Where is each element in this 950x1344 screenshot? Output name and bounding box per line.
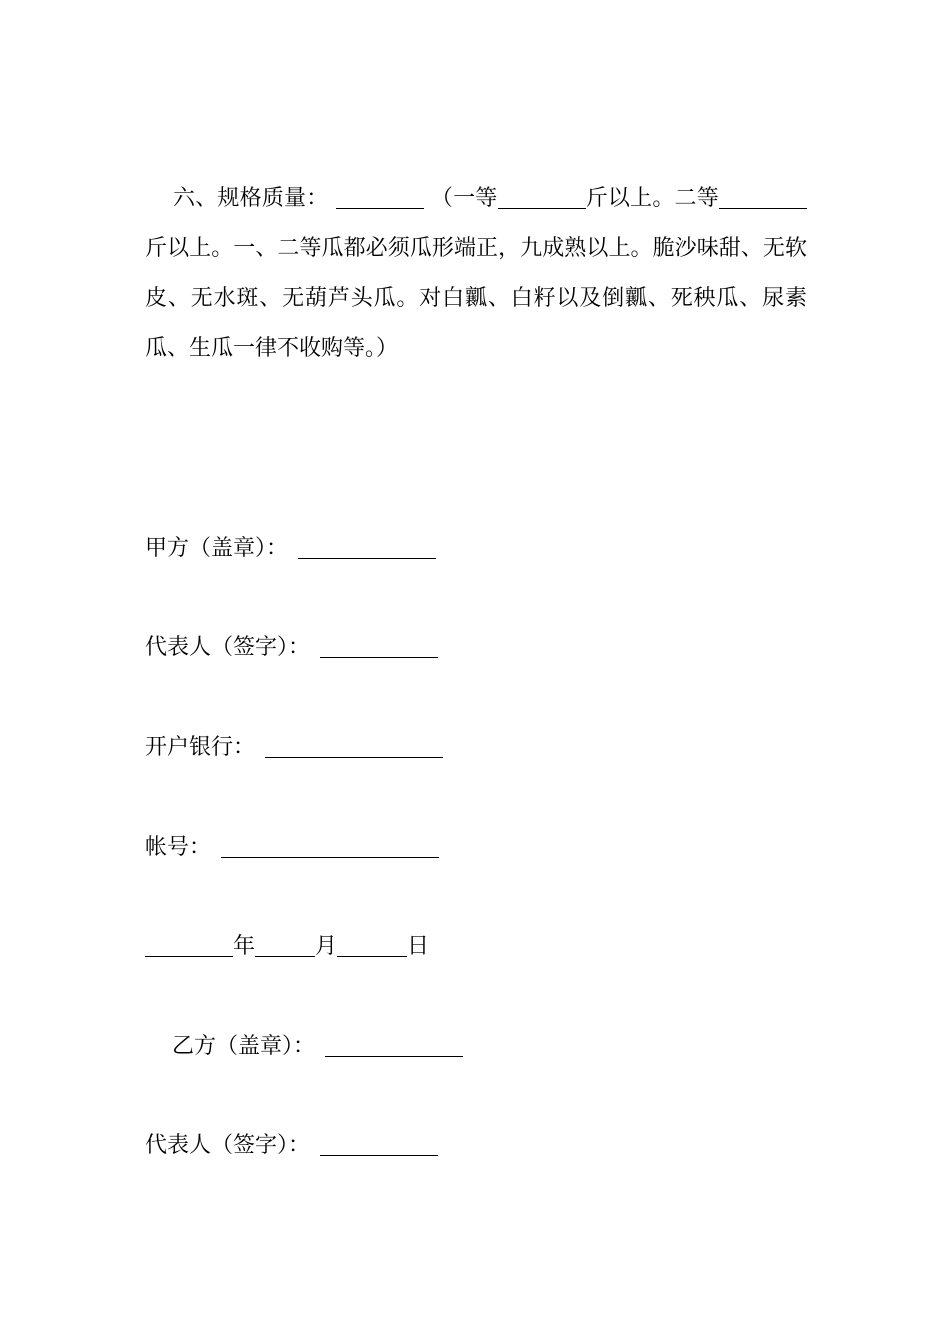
month-label: 月: [315, 934, 338, 959]
party-a-bank-line: [145, 733, 443, 763]
date-line: [145, 932, 429, 962]
first-grade-weight-blank[interactable]: [498, 186, 586, 209]
party-a-account-label: 帐号：: [145, 835, 212, 860]
party-b-rep-label: 代表人（签字）：: [145, 1133, 311, 1158]
article-6-paragraph: [145, 174, 807, 374]
party-a-rep-label: 代表人（签字）：: [145, 635, 311, 660]
party-a-seal-label: 甲方（盖章）：: [145, 536, 289, 561]
party-a-account-line: [145, 833, 439, 863]
party-a-rep-line: [145, 633, 438, 663]
party-a-account-blank[interactable]: [221, 835, 439, 858]
article-6-part2: 斤以上。二等: [585, 186, 719, 211]
party-a-seal-blank[interactable]: [298, 536, 436, 559]
party-b-seal-line: [172, 1032, 463, 1062]
party-a-rep-blank[interactable]: [320, 635, 438, 658]
spec-blank[interactable]: [336, 186, 424, 209]
party-b-seal-blank[interactable]: [325, 1034, 463, 1057]
party-a-bank-label: 开户银行：: [145, 735, 256, 760]
party-a-seal-line: [145, 534, 436, 564]
party-b-rep-line: [145, 1131, 438, 1161]
article-6-label: 六、规格质量：: [173, 186, 329, 211]
article-6-part3: 斤以上。一、二等瓜都必须瓜形端正，九成熟以上。脆沙味甜、无软皮、无水斑、无葫芦头瓜。对白瓤、白籽以及倒瓤、死秧瓜、尿素瓜、生瓜一律不收购等。）: [145, 236, 807, 361]
month-blank[interactable]: [255, 934, 315, 957]
year-label: 年: [233, 934, 256, 959]
party-b-rep-blank[interactable]: [320, 1133, 438, 1156]
article-6-part1: （一等: [430, 186, 498, 211]
party-a-bank-blank[interactable]: [265, 735, 443, 758]
party-b-seal-label: 乙方（盖章）：: [172, 1034, 316, 1059]
second-grade-weight-blank[interactable]: [719, 186, 807, 209]
day-label: 日: [407, 934, 430, 959]
year-blank[interactable]: [145, 934, 233, 957]
day-blank[interactable]: [337, 934, 407, 957]
